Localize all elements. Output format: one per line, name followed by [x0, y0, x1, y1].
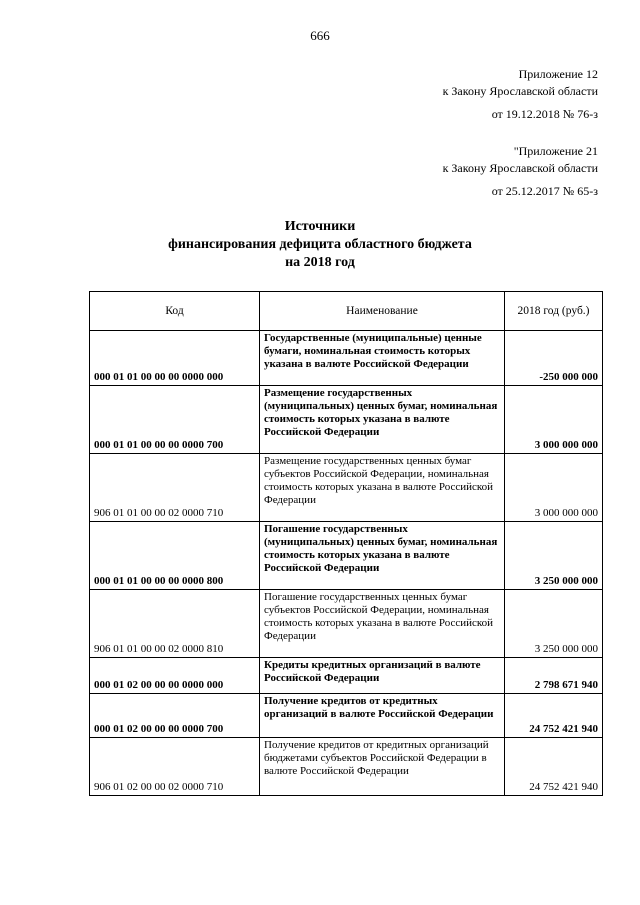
row-name: Кредиты кредитных организаций в валюте Российской Федерации [260, 658, 505, 694]
row-code: 906 01 01 00 00 02 0000 710 [90, 454, 260, 522]
row-name: Получение кредитов от кредитных организаций бюджетами субъектов Российской Федерации в валюте Российской Федерации [260, 738, 505, 796]
sources-table [89, 291, 603, 796]
table-row [90, 590, 603, 658]
row-sum: 3 000 000 000 [505, 386, 603, 454]
table-row [90, 658, 603, 694]
row-code: 000 01 01 00 00 00 0000 700 [90, 386, 260, 454]
table-row [90, 522, 603, 590]
title-line3: на 2018 год [285, 255, 355, 270]
table-row [90, 386, 603, 454]
row-code: 906 01 02 00 00 02 0000 710 [90, 738, 260, 796]
title-line2: финансирования дефицита областного бюджета [168, 237, 472, 252]
appendix-old-line3: от 25.12.2017 № 65-з [491, 184, 598, 198]
row-sum: -250 000 000 [505, 331, 603, 386]
page-number: 666 [310, 28, 330, 43]
table-row [90, 738, 603, 796]
row-name: Размещение государственных (муниципальных) ценных бумаг, номинальная стоимость которых указана в валюте Российской Федерации [260, 386, 505, 454]
row-code: 000 01 02 00 00 00 0000 700 [90, 694, 260, 738]
table-header-row [90, 292, 603, 331]
row-sum: 24 752 421 940 [505, 738, 603, 796]
row-sum: 3 250 000 000 [505, 522, 603, 590]
appendix-new-line1: Приложение 12 [518, 67, 598, 81]
row-code: 000 01 01 00 00 00 0000 800 [90, 522, 260, 590]
row-sum: 3 250 000 000 [505, 590, 603, 658]
appendix-old [443, 143, 598, 200]
row-sum: 2 798 671 940 [505, 658, 603, 694]
appendix-new [443, 66, 598, 123]
table-row [90, 694, 603, 738]
appendix-old-line2: к Закону Ярославской области [442, 161, 598, 175]
row-code: 906 01 01 00 00 02 0000 810 [90, 590, 260, 658]
table-row [90, 331, 603, 386]
row-name: Размещение государственных ценных бумаг субъектов Российской Федерации, номинальная стоимость которых указана в валюте Российской Федерации [260, 454, 505, 522]
appendix-old-line1: "Приложение 21 [513, 144, 598, 158]
header-name: Наименование [260, 292, 505, 331]
table-row [90, 454, 603, 522]
appendix-new-line3: от 19.12.2018 № 76-з [491, 107, 598, 121]
row-name: Погашение государственных ценных бумаг субъектов Российской Федерации, номинальная стоимость которых указана в валюте Российской Федерации [260, 590, 505, 658]
appendix-new-line2: к Закону Ярославской области [442, 84, 598, 98]
header-code: Код [90, 292, 260, 331]
row-name: Государственные (муниципальные) ценные бумаги, номинальная стоимость которых указана в валюте Российской Федерации [260, 331, 505, 386]
row-sum: 24 752 421 940 [505, 694, 603, 738]
document-title [0, 218, 640, 272]
header-sum: 2018 год (руб.) [505, 292, 603, 331]
row-code: 000 01 02 00 00 00 0000 000 [90, 658, 260, 694]
row-name: Погашение государственных (муниципальных) ценных бумаг, номинальная стоимость которых указана в валюте Российской Федерации [260, 522, 505, 590]
row-name: Получение кредитов от кредитных организаций в валюте Российской Федерации [260, 694, 505, 738]
title-line1: Источники [284, 219, 356, 234]
row-sum: 3 000 000 000 [505, 454, 603, 522]
row-code: 000 01 01 00 00 00 0000 000 [90, 331, 260, 386]
